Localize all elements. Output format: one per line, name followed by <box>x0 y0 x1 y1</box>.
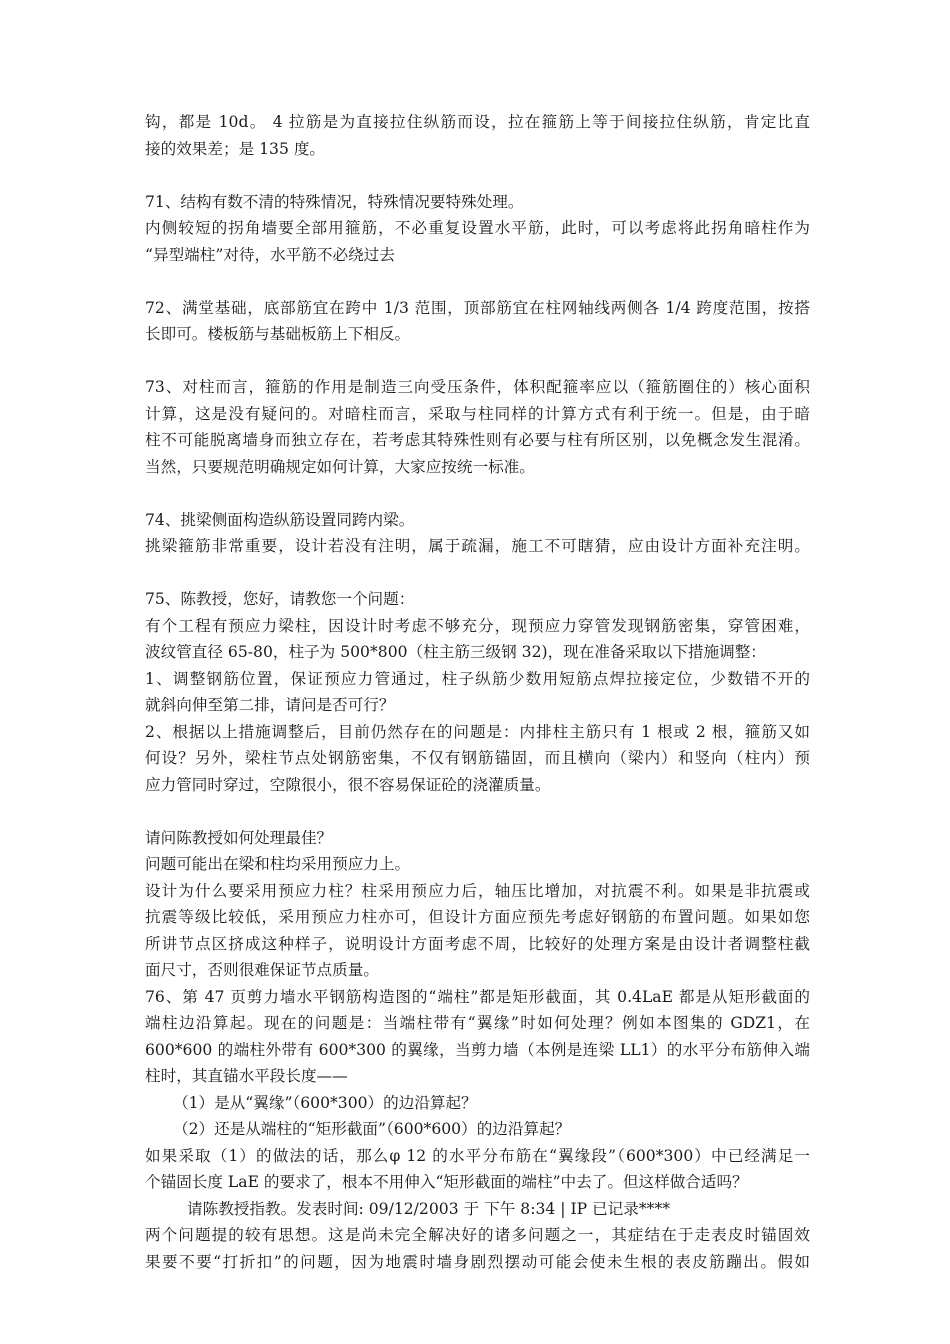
text-line: 钩，都是 10d。 4 拉筋是为直接拉住纵筋而设，拉在箍筋上等于间接拉住纵筋，肯定比直 <box>145 113 810 131</box>
text-line: 柱不可能脱离墙身而独立存在，若考虑其特殊性则有必要与柱有所区别，以免概念发生混淆。 <box>145 431 810 449</box>
text-line: 两个问题提的较有思想。这是尚未完全解决好的诸多问题之一，其症结在于走表皮时锚固效 <box>145 1226 810 1244</box>
text-line: 挑梁箍筋非常重要，设计若没有注明，属于疏漏，施工不可瞎猜，应由设计方面补充注明。 <box>145 537 810 555</box>
text-line: 应力管同时穿过，空隙很小，很不容易保证砼的浇灌质量。 <box>145 775 551 794</box>
text-line: 就斜向伸至第二排，请问是否可行？ <box>145 696 395 714</box>
text-line: （2）还是从端柱的“矩形截面”（600*600）的边沿算起？ <box>173 1120 571 1138</box>
paragraph-gap <box>145 560 810 587</box>
paragraph <box>145 586 810 798</box>
text-line: 问题可能出在梁和柱均采用预应力上。 <box>145 855 411 873</box>
paragraph <box>145 109 810 162</box>
text-line: 76、第 47 页剪力墙水平钢筋构造图的“端柱”都是矩形截面，其 0.4LaE 都是从矩形截面的 <box>145 987 810 1006</box>
paragraph-gap <box>145 480 810 507</box>
text-line: 面尺寸，否则很难保证节点质量。 <box>145 961 379 979</box>
paragraph <box>145 507 810 560</box>
paragraph-gap <box>145 162 810 189</box>
text-line: 72、满堂基础，底部筋宜在跨中 1/3 范围，顶部筋宜在柱网轴线两侧各 1/4 跨度范围，按搭 <box>145 298 810 317</box>
text-line: 71、结构有数不清的特殊情况，特殊情况要特殊处理。 <box>145 192 524 211</box>
text-line: 设计为什么要采用预应力柱？柱采用预应力后，轴压比增加，对抗震不利。如果是非抗震或 <box>145 881 810 900</box>
paragraph-gap <box>145 268 810 295</box>
text-line: 何设？另外，梁柱节点处钢筋密集，不仅有钢筋锚固，而且横向（梁内）和竖向（柱内）预 <box>145 749 810 767</box>
text-line: 柱时，其直锚水平段长度—— <box>145 1067 348 1085</box>
paragraph <box>145 825 810 1276</box>
text-line: “异型端柱”对待，水平筋不必绕过去 <box>145 245 395 264</box>
text-line: 接的效果差；是 135 度。 <box>145 139 326 158</box>
paragraph-gap <box>145 348 810 375</box>
text-line: （1）是从“翼缘”（600*300）的边沿算起？ <box>173 1093 477 1112</box>
text-line: 所讲节点区挤成这种样子，说明设计方面考虑不周，比较好的处理方案是由设计者调整柱截 <box>145 934 810 953</box>
text-line: 75、陈教授，您好，请教您一个问题： <box>145 590 415 608</box>
text-line: 600*600 的端柱外带有 600*300 的翼缘，当剪力墙（本例是连梁 LL1）的水平分布筋伸入端 <box>145 1040 810 1059</box>
text-line: 1、调整钢筋位置，保证预应力管通过，柱子纵筋少数用短筋点焊拉接定位，少数错不开的 <box>145 669 810 688</box>
document-page <box>145 109 810 1275</box>
text-line: 73、对柱而言，箍筋的作用是制造三向受压条件，体积配箍率应以（箍筋圈住的）核心面积 <box>145 378 810 396</box>
text-line: 请问陈教授如何处理最佳？ <box>145 828 333 847</box>
text-line: 果要不要“打折扣”的问题，因为地震时墙身剧烈摆动可能会使未生根的表皮筋蹦出。假如 <box>145 1252 810 1271</box>
text-line: 有个工程有预应力梁柱，因设计时考虑不够充分，现预应力穿管发现钢筋密集，穿管困难， <box>145 616 810 635</box>
paragraph <box>145 374 810 480</box>
text-line: 个锚固长度 LaE 的要求了，根本不用伸入“矩形截面的端柱”中去了。但这样做合适吗？ <box>145 1173 748 1191</box>
paragraph-gap <box>145 798 810 825</box>
text-line: 端柱边沿算起。现在的问题是：当端柱带有“翼缘”时如何处理？例如本图集的 GDZ1，在 <box>145 1014 810 1032</box>
text-line: 长即可。楼板筋与基础板筋上下相反。 <box>145 325 411 343</box>
text-line: 计算，这是没有疑问的。对暗柱而言，采取与柱同样的计算方式有利于统一。但是，由于暗 <box>145 404 810 423</box>
paragraph <box>145 295 810 348</box>
paragraph <box>145 189 810 269</box>
text-line: 74、挑梁侧面构造纵筋设置同跨内梁。 <box>145 510 415 529</box>
text-line: 抗震等级比较低，采用预应力柱亦可，但设计方面应预先考虑好钢筋的布置问题。如果如您 <box>145 908 810 926</box>
text-line: 2、根据以上措施调整后，目前仍然存在的问题是：内排柱主筋只有 1 根或 2 根，箍筋又如 <box>145 722 810 741</box>
text-line: 波纹管直径 65-80，柱子为 500*800（柱主筋三级钢 32)，现在准备采取以下措施调整： <box>145 643 766 661</box>
text-line: 当然，只要规范明确规定如何计算，大家应按统一标准。 <box>145 457 535 476</box>
text-line: 请陈教授指教。发表时间: 09/12/2003 于 下午 8:34 | IP 已记录**** <box>187 1199 671 1218</box>
text-line: 如果采取（1）的做法的话，那么φ 12 的水平分布筋在“翼缘段”（600*300）中已经满足一 <box>145 1146 810 1165</box>
text-line: 内侧较短的拐角墙要全部用箍筋，不必重复设置水平筋，此时，可以考虑将此拐角暗柱作为 <box>145 219 810 237</box>
